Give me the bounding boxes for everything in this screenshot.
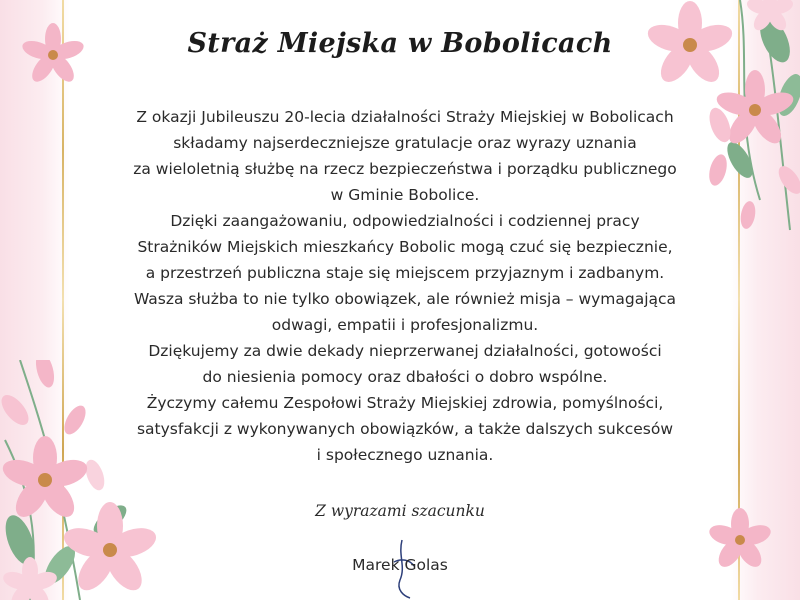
- signature-name: Marek Golas: [352, 556, 448, 574]
- body-line: a przestrzeń publiczna staje się miejscem przyjaznym i zadbanym.: [145, 264, 665, 282]
- body-line: satysfakcji z wykonywanych obowiązków, a także dalszych sukcesów: [136, 420, 674, 438]
- body-line: i społecznego uznania.: [316, 446, 494, 464]
- letter-title: Straż Miejska w Bobolicach: [187, 28, 613, 59]
- body-line: Życzymy całemu Zespołowi Straży Miejskiej zdrowia, pomyślności,: [146, 394, 664, 412]
- body-line: w Gminie Bobolice.: [330, 186, 480, 204]
- body-line: Dziękujemy za dwie dekady nieprzerwanej działalności, gotowości: [148, 342, 662, 360]
- body-line: Dzięki zaangażowaniu, odpowiedzialności i codziennej pracy: [170, 212, 640, 230]
- letter-body: [100, 104, 710, 468]
- body-line: do niesienia pomocy oraz dbałości o dobro wspólne.: [202, 368, 608, 386]
- body-line: odwagi, empatii i profesjonalizmu.: [271, 316, 539, 334]
- closing-phrase: Z wyrazami szacunku: [315, 502, 485, 520]
- body-line: Strażników Miejskich mieszkańcy Bobolic mogą czuć się bezpiecznie,: [137, 238, 673, 256]
- body-line: za wieloletnią służbę na rzecz bezpieczeństwa i porządku publicznego: [133, 160, 677, 178]
- body-line: składamy najserdeczniejsze gratulacje oraz wyrazy uznania: [173, 134, 637, 152]
- body-line: Wasza służba to nie tylko obowiązek, ale również misja – wymagająca: [133, 290, 677, 308]
- body-line: Z okazji Jubileuszu 20-lecia działalności Straży Miejskiej w Bobolicach: [136, 108, 674, 126]
